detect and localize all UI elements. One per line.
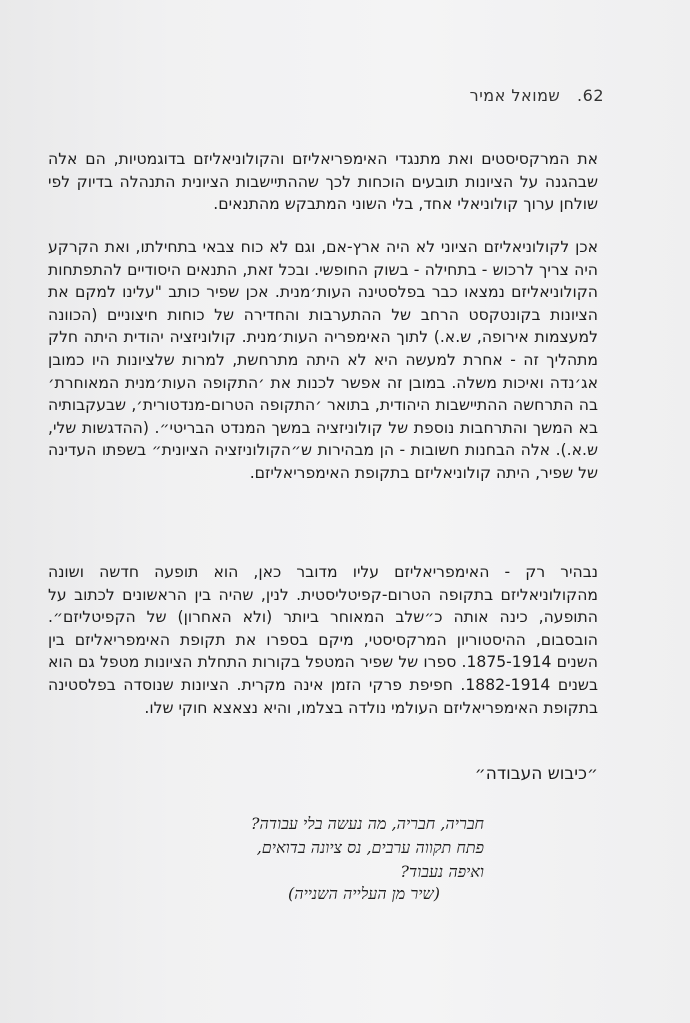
author-name: שמואל אמיר — [469, 86, 561, 105]
paragraph-3 — [48, 561, 598, 719]
paragraph-text: נבהיר רק - האימפריאליזם עליו מדובר כאן, הוא תופעה חדשה ושונה מהקולוניאליזם בתקופה הטרום-קפיטליסטית. לנין, שהיה בין הראשונים לכתוב על התופעה, כינה אותה כ״שלב המאוחר ביותר (ולא האחרון) של הקפיטליזם״. הובסבום, ההיסטוריון המרקסיסטי, מיקם בספרו את תקופת האימפריאליזם בין השנים 1875-1914. ספרו של שפיר המטפל בקורות התחלת הציונות מטפל גם הוא בשנים 1882-1914. חפיפת פרקי הזמן אינה מקרית. הציונות שנוסדה בפלסטינה בתקופת האימפריאליזם העולמי נולדה בצלמו, והיא נצאצא חוקי שלו. — [48, 563, 598, 717]
poem-epigraph — [251, 812, 484, 884]
paragraph-text: אכן לקולוניאליזם הציוני לא היה ארץ-אם, וגם לא כוח צבאי בתחילתו, ואת הקרקע היה צריך לרכוש - בתחילה - בשוק החופשי. ובכל זאת, התנאים היסודיים להתפתחות הקולוניאליזם נמצאו כבר בפלסטינה העות׳מנית. אכן שפיר כותב "עלינו למקם את הציונות בקונטקסט הרחב של ההתערבות והחדירה של כוחות חיצוניים (הכוונה למעצמות אירופה, ש.א.) לתוך האימפריה העות׳מנית. קולוניזציה יהודית היתה חלק מתהליך זה - אחרת למעשה היא לא היתה מתרחשת, למרות שלציונות היו כמובן אג׳נדה ואיכות משלה. במובן זה אפשר לכנות את ׳התקופה העות׳מנית המאוחרת׳ בה התרחשה ההתיישבות היהודית, בתואר ׳התקופה הטרום-מנדטורית׳, שבעקבותיה בא המשך והתרחבות נוספת של קולוניזציה במשך המנדט הבריטי״. (ההדגשות שלי, ש.א.). אלה הבחנות חשובות - הן מבהירות ש״הקולוניזציה הציונית״ בשפתו העדינה של שפיר, היתה קולוניאליזם בתקופת האימפריאליזם. — [48, 238, 598, 482]
paragraph-2 — [48, 236, 598, 485]
poem-line: ואיפה נעבוד? — [400, 862, 484, 881]
poem-line: חבריה, חבריה, מה נעשה בלי עבודה? — [250, 814, 484, 833]
page-number: 62. — [577, 86, 604, 105]
poem-source: (שיר מן העלייה השנייה) — [287, 884, 440, 903]
running-header — [470, 86, 604, 105]
paragraph-1 — [48, 148, 598, 216]
poem-line: פתח תקווה ערבים, נס ציונה בדואים, — [256, 838, 484, 857]
paragraph-text: את המרקסיסטים ואת מתנגדי האימפריאליזם והקולוניאליזם בדוגמטיות, הם אלה שבהגנה על הציונות תובעים הוכחות לכך שההתיישבות הציונית התנהלה בדיוק לפי שולחן ערוך קולוניאלי אחד, בלי השוני המתבקש מהתנאים. — [48, 150, 598, 214]
section-title: ״כיבוש העבודה״ — [474, 764, 598, 784]
